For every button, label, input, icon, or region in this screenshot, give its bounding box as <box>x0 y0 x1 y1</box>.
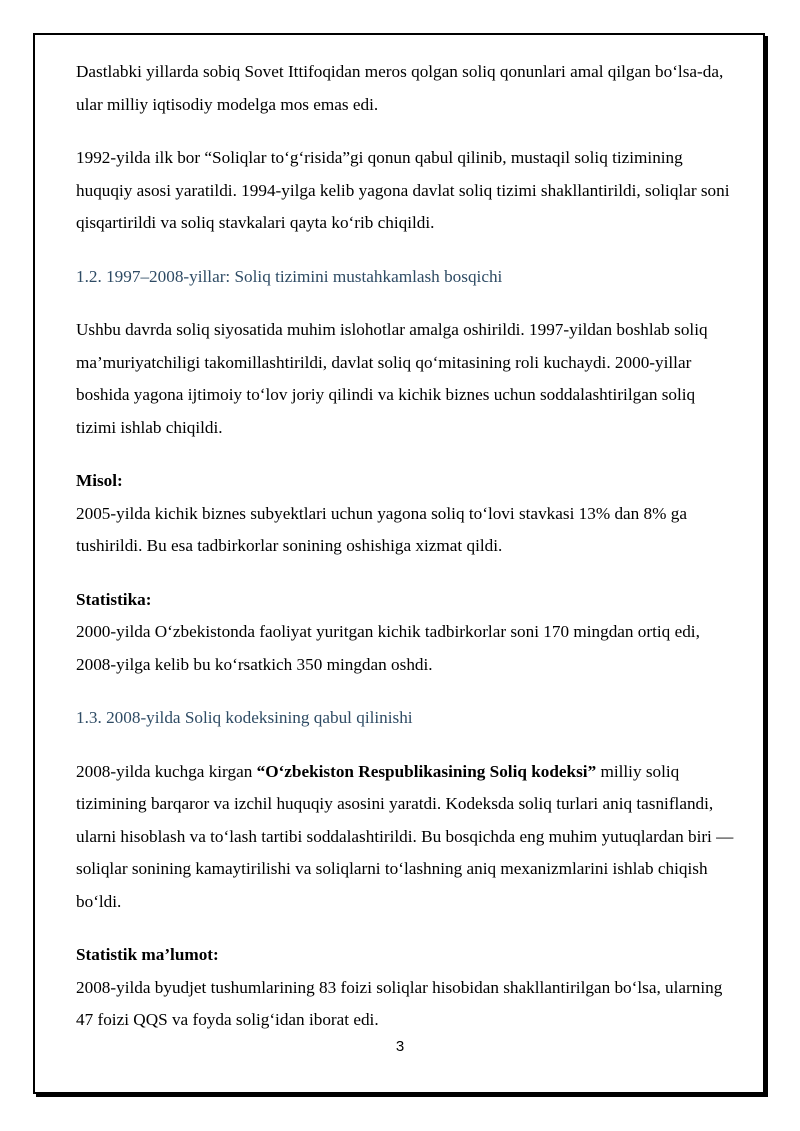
section-heading: 1.3. 2008-yilda Soliq kodeksining qabul qilinishi <box>76 708 413 727</box>
paragraph-rest: milliy soliq tizimining barqaror va izchil huquqiy asosini yaratdi. Kodeksda soliq turlari aniq tasniflandi, ularni hisoblash va to‘lash tartibi soddalashtirildi. Bu bosqichda eng muhim yutuqlardan biri — soliqlar sonining kamaytirilishi va soliqlarni to‘lashning aniq mexanizmlarini ishlab chiqish bo‘ldi. <box>76 761 734 911</box>
statistics-text: 2000-yilda O‘zbekistonda faoliyat yuritgan kichik tadbirkorlar soni 170 mingdan ortiq edi, 2008-yilga kelib bu ko‘rsatkich 350 mingdan oshdi. <box>76 622 700 674</box>
statistical-info-label: Statistik ma’lumot: <box>76 945 219 964</box>
section-heading: 1.2. 1997–2008-yillar: Soliq tizimini mustahkamlash bosqichi <box>76 266 503 286</box>
paragraph <box>76 756 736 919</box>
example-label: Misol: <box>76 471 123 490</box>
page-content <box>76 56 736 1037</box>
paragraph: Dastlabki yillarda sobiq Sovet Ittifoqidan meros qolgan soliq qonunlari amal qilgan bo‘lsa-da, ular milliy iqtisodiy modelga mos emas edi. <box>76 62 724 114</box>
paragraph: 1992-yilda ilk bor “Soliqlar to‘g‘risida”gi qonun qabul qilinib, mustaqil soliq tizimining huquqiy asosi yaratildi. 1994-yilga kelib yagona davlat soliq tizimi shakllantirildi, soliqlar soni qisqartirildi va soliq stavkalari qayta ko‘rib chiqildi. <box>76 148 730 232</box>
statistics-label: Statistika: <box>76 589 152 609</box>
paragraph-intro: 2008-yilda kuchga kirgan <box>76 761 257 781</box>
paragraph: Ushbu davrda soliq siyosatida muhim islohotlar amalga oshirildi. 1997-yildan boshlab soliq ma’muriyatchiligi takomillashtirildi, davlat soliq qo‘mitasining roli kuchaydi. 2000-yillar boshida yagona ijtimoiy to‘lov joriy qilindi va kichik biznes uchun soddalashtirilgan soliq tizimi ishlab chiqildi. <box>76 320 708 437</box>
page-number: 3 <box>395 1038 405 1055</box>
example-text: 2005-yilda kichik biznes subyektlari uchun yagona soliq to‘lovi stavkasi 13% dan 8% ga tushirildi. Bu esa tadbirkorlar sonining oshishiga xizmat qildi. <box>76 503 687 555</box>
statistical-info-text: 2008-yilda byudjet tushumlarining 83 foizi soliqlar hisobidan shakllantirilgan bo‘lsa, ularning 47 foizi QQS va foyda solig‘idan iborat edi. <box>76 977 723 1029</box>
tax-code-title: “O‘zbekiston Respublikasining Soliq kodeksi” <box>256 761 597 781</box>
